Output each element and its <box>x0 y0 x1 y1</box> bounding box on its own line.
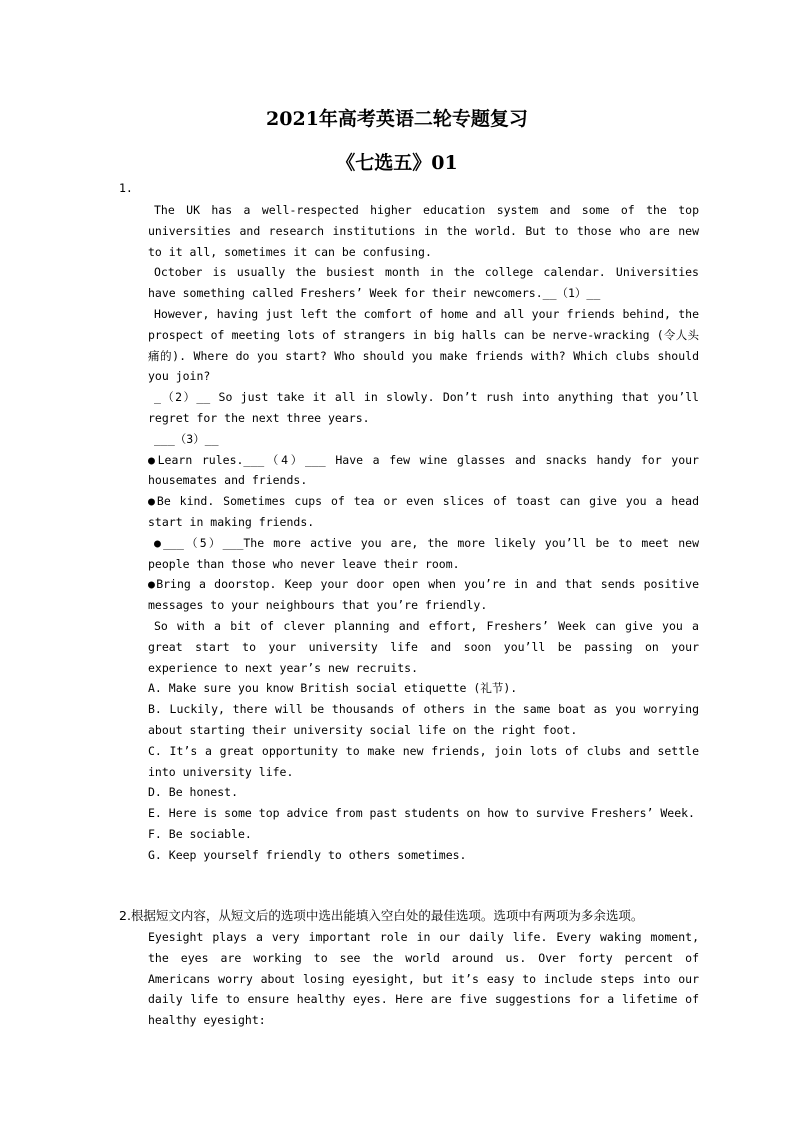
bullet-dot: ● <box>154 535 164 550</box>
document-subtitle: 《七选五》01 <box>336 152 458 174</box>
bullet-item: ●Bring a doorstop. Keep your door open when you’re in and that sends positive messages to your neighbours that you’re friendly. <box>148 577 699 613</box>
paragraph-text: October is usually the busiest month in the college calendar. Universities have something called Freshers’ Week for their newcomers. <box>148 265 699 301</box>
option-g: G. Keep yourself friendly to others sometimes. <box>148 847 467 862</box>
passage-paragraph: Eyesight plays a very important role in our daily life. Every waking moment, the eyes are working to see the world around us. Over forty percent of Americans worry about losing eyesight, but it’s easy to include steps into our daily life to ensure healthy eyes. Here are five suggestions for a lifetime of healthy eyesight: <box>148 930 699 1028</box>
passage-paragraph: The UK has a well-respected higher education system and some of the top universities and research institutions in the world. But to those who are new to it all, sometimes it can be confusing. <box>148 203 699 259</box>
question-1-number: 1. <box>119 181 133 195</box>
blank-3[interactable]: ___（3）__ <box>154 431 219 446</box>
option-d: D. Be honest. <box>148 785 239 800</box>
option-c: C. It’s a great opportunity to make new friends, join lots of clubs and settle into university life. <box>148 743 699 779</box>
passage-paragraph <box>148 387 699 429</box>
passage-paragraph <box>148 262 699 304</box>
passage-paragraph <box>148 429 699 450</box>
bullet-item <box>148 450 699 492</box>
bullet-text: The more active you are, the more likely you’ll be to meet new people than those who never leave their room. <box>148 535 699 571</box>
blank-4[interactable]: ___（4）___ <box>243 452 326 467</box>
passage-paragraph: However, having just left the comfort of home and all your friends behind, the prospect of meeting lots of strangers in big halls can be nerve-wracking (令人头痛的). Where do you start? Who should you make friends with? Which clubs should you join? <box>148 306 699 384</box>
bullet-text: ●Learn rules. <box>148 452 244 467</box>
blank-1[interactable]: __（1）__ <box>542 286 601 301</box>
option-b: B. Luckily, there will be thousands of others in the same boat as you worrying about starting their university social life on the right foot. <box>148 702 699 737</box>
option-f: F. Be sociable. <box>148 826 252 841</box>
paragraph-text: So just take it all in slowly. Don’t rush into anything that you’ll regret for the next three years. <box>148 390 699 425</box>
option-a: A. Make sure you know British social etiquette (礼节). <box>148 681 518 696</box>
bullet-item: ●Be kind. Sometimes cups of tea or even slices of toast can give you a head start in making friends. <box>148 494 699 529</box>
blank-2[interactable]: _（2）__ <box>154 390 211 405</box>
passage-paragraph: So with a bit of clever planning and effort, Freshers’ Week can give you a great start to your university life and soon you’ll be passing on your experience to next year’s new recruits. <box>148 618 699 675</box>
bullet-text: Have a few wine glasses and snacks handy for your housemates and friends. <box>148 452 699 488</box>
question-2-body <box>148 927 699 1031</box>
option-e: E. Here is some top advice from past students on how to survive Freshers’ Week. <box>148 806 695 821</box>
question-2-instruction: 2.根据短文内容，从短文后的选项中选出能填入空白处的最佳选项。选项中有两项为多余选项。 <box>119 908 644 923</box>
document-title: 2021年高考英语二轮专题复习 <box>266 108 528 130</box>
question-1-body <box>148 200 699 866</box>
bullet-item <box>148 533 699 575</box>
blank-5[interactable]: ___（5）___ <box>163 535 244 550</box>
